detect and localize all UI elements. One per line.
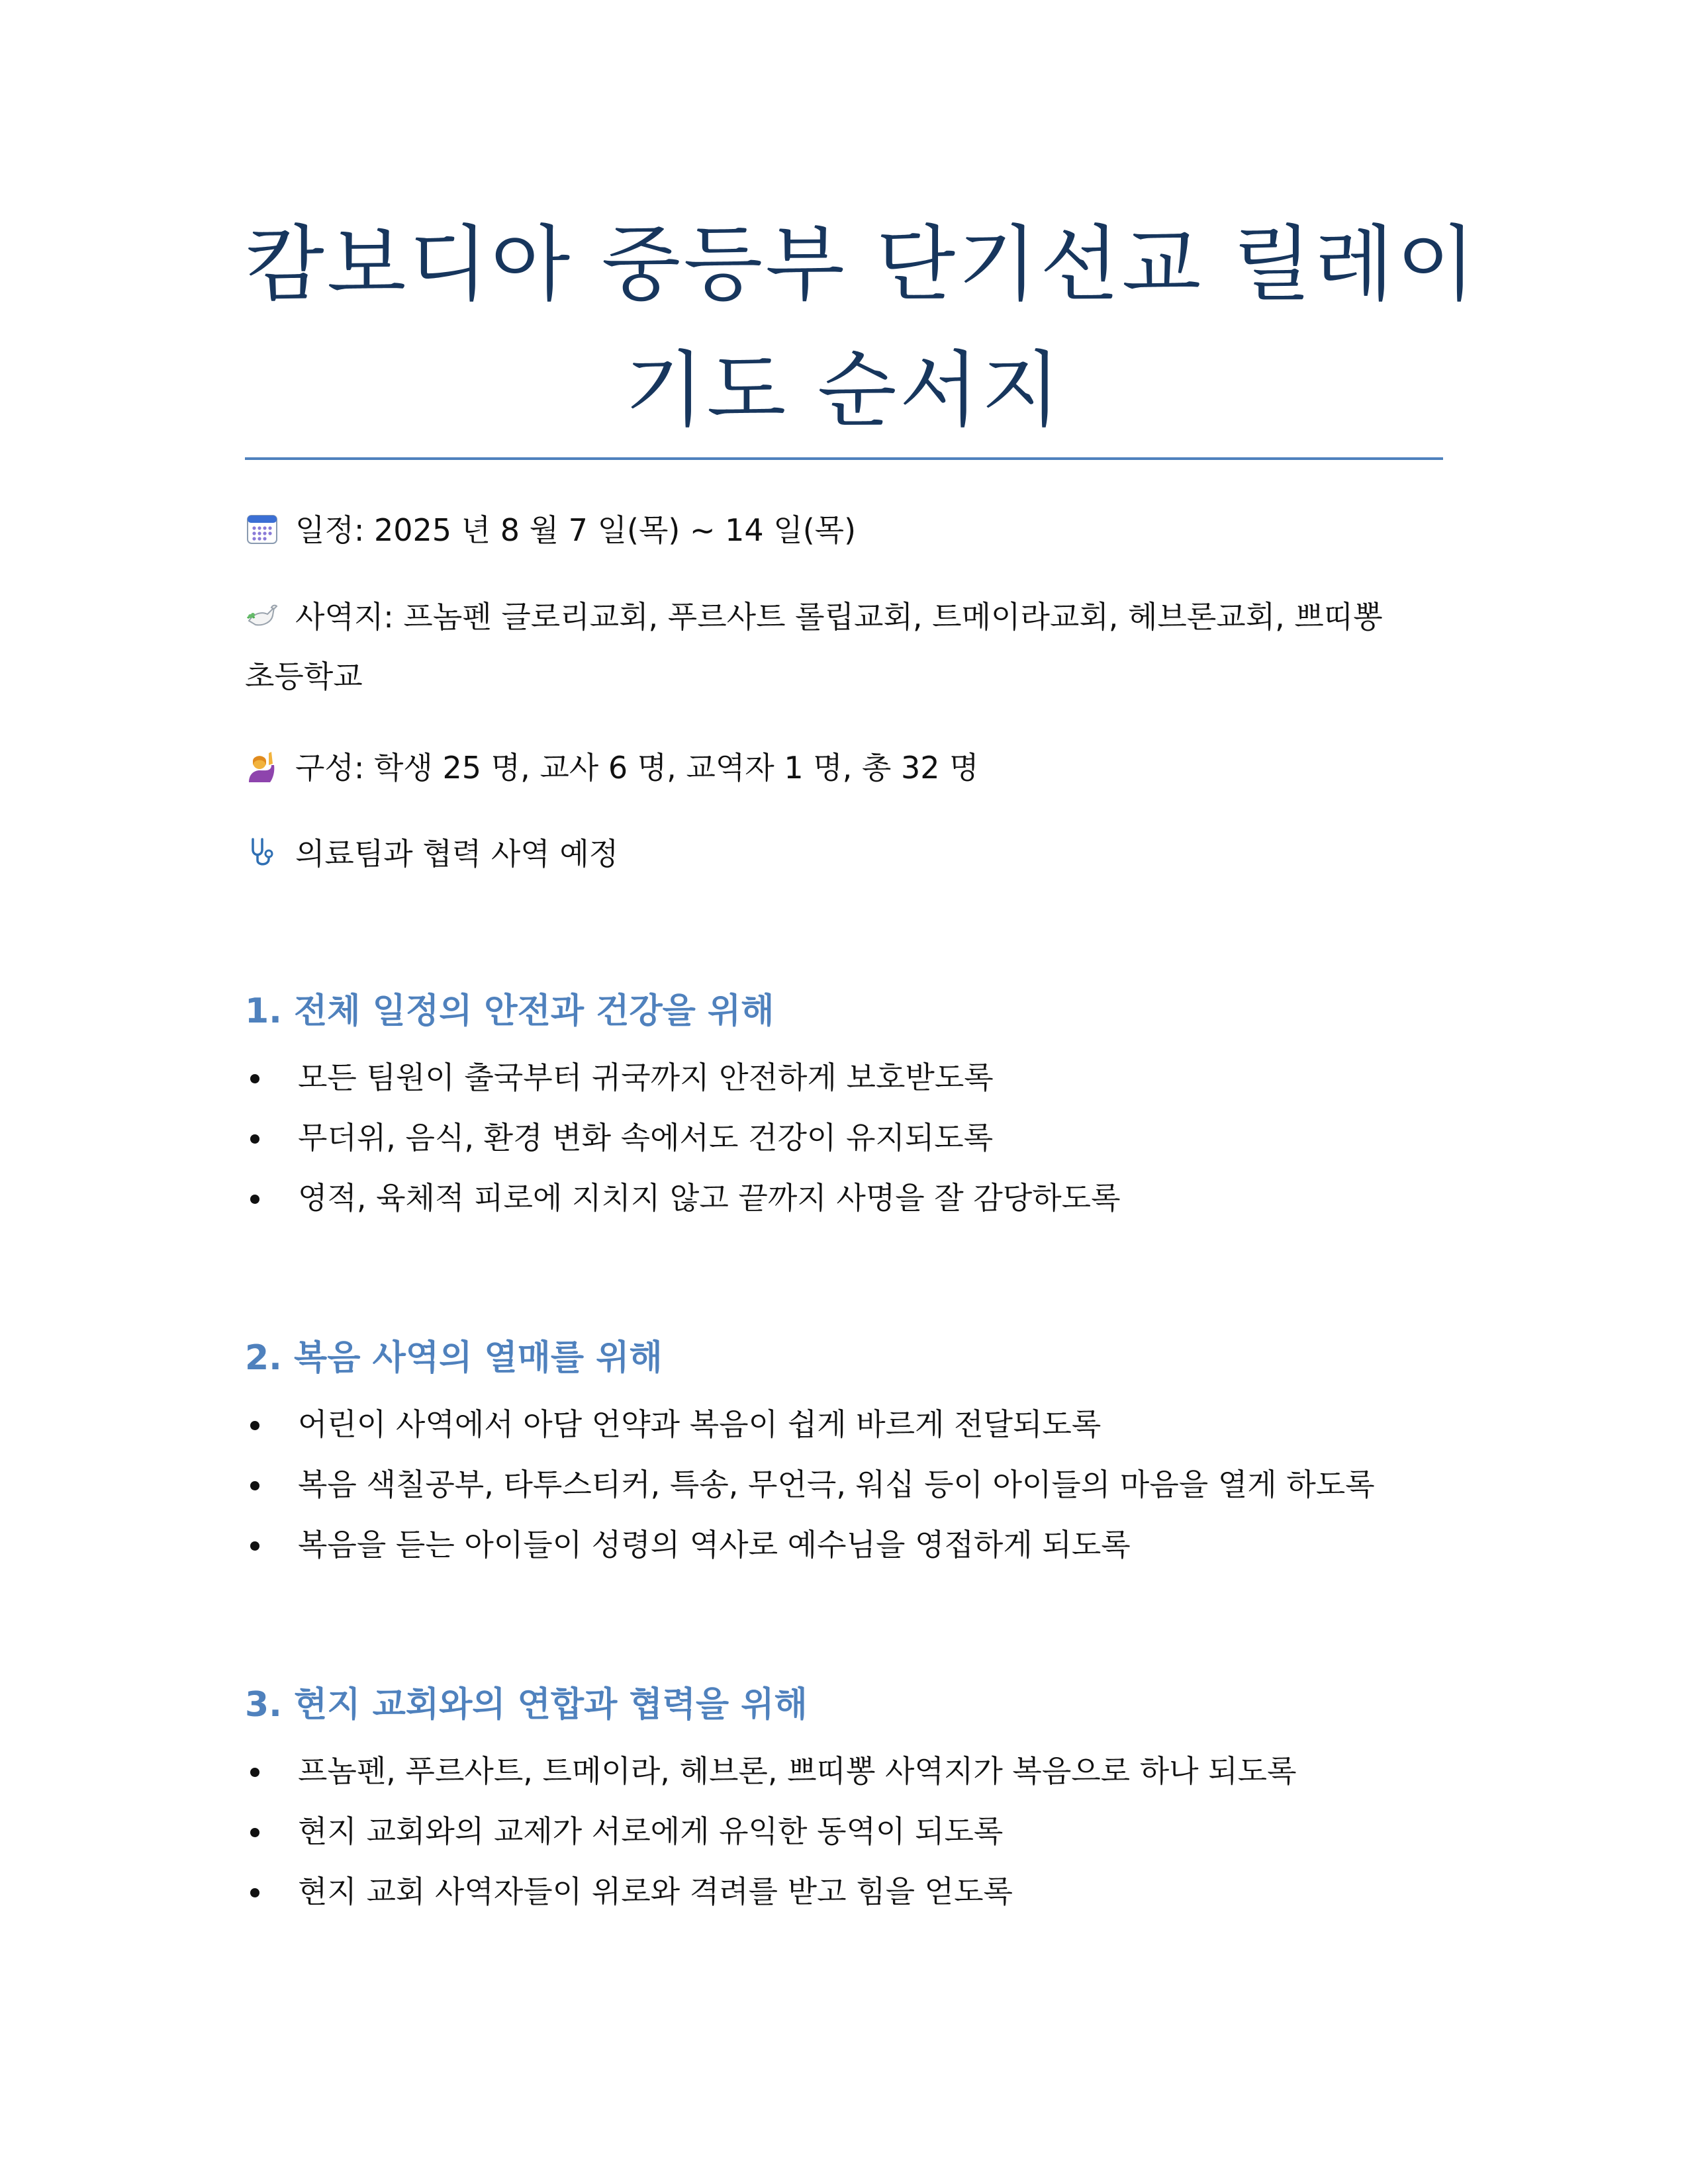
sites-text-continued: 초등학교	[245, 659, 363, 694]
bullet-icon	[250, 1074, 259, 1083]
info-members	[245, 738, 1456, 797]
info-medical	[245, 824, 1456, 884]
list-item-text: 복음 색칠공부, 타투스티커, 특송, 무언극, 워십 등이 아이들의 마음을 열게 하도록	[298, 1467, 1375, 1502]
list-item-text: 영적, 육체적 피로에 지치지 않고 끝까지 사명을 잘 감당하도록	[298, 1180, 1121, 1216]
calendar-icon	[245, 506, 279, 540]
list-item	[245, 1862, 1297, 1922]
bullet-icon	[250, 1541, 259, 1551]
title-divider	[245, 457, 1443, 460]
bullet-icon	[250, 1195, 259, 1204]
list-item-text: 어린이 사역에서 아담 언약과 복음이 쉽게 바르게 전달되도록	[298, 1406, 1102, 1442]
bullet-list-safety	[245, 1048, 1121, 1228]
list-item	[245, 1455, 1375, 1515]
bullet-list-partnership	[245, 1741, 1297, 1922]
list-item-text: 현지 교회와의 교제가 서로에게 유익한 동역이 되도록	[298, 1813, 1004, 1849]
sites-text: 사역지: 프놈펜 글로리교회, 푸르사트 롤립교회, 트메이라교회, 헤브론교회, 쁘띠뽕	[295, 599, 1383, 635]
members-text: 구성: 학생 25 명, 교사 6 명, 교역자 1 명, 총 32 명	[295, 750, 979, 786]
info-schedule	[245, 500, 1456, 560]
section-heading-safety: 1. 전체 일정의 안전과 건강을 위해	[245, 991, 774, 1031]
person-raising-hand-icon	[245, 743, 279, 778]
section-heading-gospel: 2. 복음 사역의 열매를 위해	[245, 1338, 663, 1378]
section-heading-partnership: 3. 현지 교회와의 연합과 협력을 위해	[245, 1685, 808, 1725]
document-title-line-2: 기도 순서지	[624, 343, 1064, 438]
list-item-text: 무더위, 음식, 환경 변화 속에서도 건강이 유지되도록	[298, 1120, 994, 1156]
list-item	[245, 1741, 1297, 1801]
bullet-icon	[250, 1768, 259, 1777]
list-item	[245, 1108, 1121, 1168]
list-item-text: 프놈펜, 푸르사트, 트메이라, 헤브론, 쁘띠뽕 사역지가 복음으로 하나 되도록	[298, 1753, 1297, 1789]
bullet-icon	[250, 1421, 259, 1430]
bullet-icon	[250, 1134, 259, 1144]
list-item	[245, 1801, 1297, 1862]
bullet-icon	[250, 1481, 259, 1490]
stethoscope-icon	[245, 829, 279, 864]
list-item	[245, 1048, 1121, 1108]
info-sites	[245, 587, 1456, 647]
list-item	[245, 1168, 1121, 1228]
list-item-text: 현지 교회 사역자들이 위로와 격려를 받고 힘을 얻도록	[298, 1874, 1013, 1909]
schedule-text: 일정: 2025 년 8 월 7 일(목) ~ 14 일(목)	[295, 512, 857, 548]
medical-text: 의료팀과 협력 사역 예정	[295, 836, 619, 872]
document-title-line-1: 캄보디아 중등부 단기선교 릴레이	[245, 217, 1479, 312]
dove-icon	[245, 592, 279, 627]
list-item	[245, 1394, 1375, 1455]
list-item-text: 모든 팀원이 출국부터 귀국까지 안전하게 보호받도록	[298, 1060, 994, 1095]
list-item-text: 복음을 듣는 아이들이 성령의 역사로 예수님을 영접하게 되도록	[298, 1527, 1131, 1563]
bullet-icon	[250, 1828, 259, 1837]
bullet-list-gospel	[245, 1394, 1375, 1575]
list-item	[245, 1515, 1375, 1575]
bullet-icon	[250, 1888, 259, 1897]
